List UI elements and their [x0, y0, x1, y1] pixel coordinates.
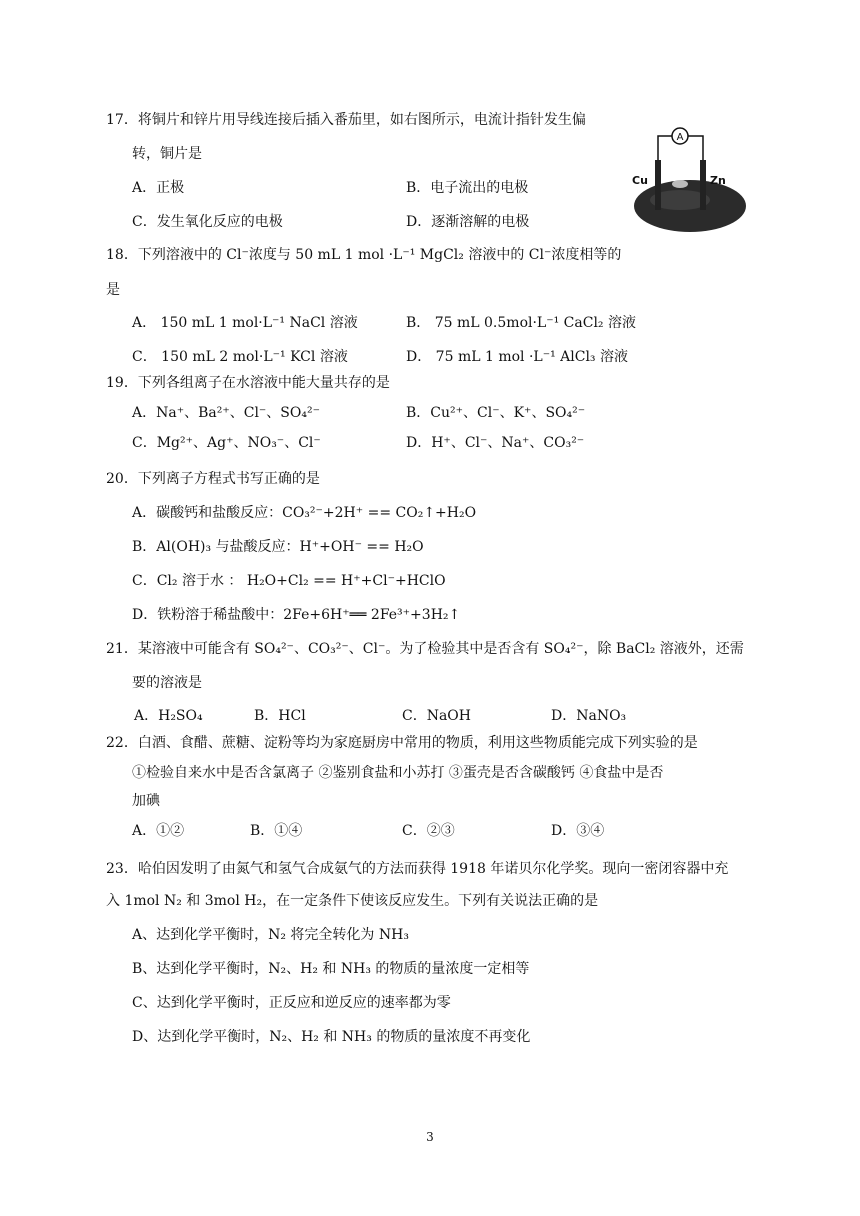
q17-stem-line1: 17．将铜片和锌片用导线连接后插入番茄里，如右图所示，电流计指针发生偏: [106, 112, 586, 128]
q17-option-a: A．正极: [132, 180, 185, 196]
q17-stem-line2: 转，铜片是: [132, 146, 202, 162]
q23-option-b: B、达到化学平衡时，N₂、H₂ 和 NH₃ 的物质的量浓度一定相等: [132, 961, 530, 977]
q23-stem-line2: 入 1mol N₂ 和 3mol H₂，在一定条件下使该反应发生。下列有关说法正确的是: [106, 893, 599, 909]
q23-option-d: D、达到化学平衡时，N₂、H₂ 和 NH₃ 的物质的量浓度不再变化: [132, 1029, 531, 1045]
q21-stem-line2: 要的溶液是: [132, 675, 202, 691]
q17-option-d: D．逐渐溶解的电极: [406, 214, 530, 230]
q21-option-c: C．NaOH: [402, 708, 471, 724]
q21-option-a: A．H₂SO₄: [134, 708, 203, 724]
q20-stem-line1: 20．下列离子方程式书写正确的是: [106, 471, 320, 487]
q22-option-d: D．③④: [551, 823, 605, 839]
q19-option-c: C．Mg²⁺、Ag⁺、NO₃⁻、Cl⁻: [132, 435, 321, 451]
q18-stem-line2: 是: [106, 282, 120, 298]
q18-option-c: C． 150 mL 2 mol·L⁻¹ KCl 溶液: [132, 349, 348, 365]
q21-option-d: D．NaNO₃: [551, 708, 627, 724]
zn-label: Zn: [710, 174, 726, 187]
q17-option-b: B．电子流出的电极: [406, 180, 529, 196]
q19-option-d: D．H⁺、Cl⁻、Na⁺、CO₃²⁻: [406, 435, 585, 451]
cu-label: Cu: [632, 174, 648, 187]
page-number: 3: [426, 1130, 434, 1144]
q22-stem-line2: ①检验自来水中是否含氯离子 ②鉴别食盐和小苏打 ③蛋壳是否含碳酸钙 ④食盐中是否: [132, 765, 664, 781]
q18-option-a: A． 150 mL 1 mol·L⁻¹ NaCl 溶液: [132, 315, 358, 331]
wire-left: [658, 136, 672, 160]
ammeter-label: A: [676, 132, 684, 143]
q22-option-a: A．①②: [132, 823, 185, 839]
q23-option-c: C、达到化学平衡时，正反应和逆反应的速率都为零: [132, 995, 451, 1011]
q19-stem-line1: 19．下列各组离子在水溶液中能大量共存的是: [106, 375, 390, 391]
q22-stem-line1: 22．白酒、食醋、蔗糖、淀粉等均为家庭厨房中常用的物质，利用这些物质能完成下列实验的是: [106, 735, 698, 751]
q19-option-b: B．Cu²⁺、Cl⁻、K⁺、SO₄²⁻: [406, 405, 586, 421]
q23-option-a: A、达到化学平衡时，N₂ 将完全转化为 NH₃: [132, 927, 409, 943]
q22-option-c: C．②③: [402, 823, 455, 839]
q21-option-b: B．HCl: [254, 708, 306, 724]
q18-stem-line1: 18．下列溶液中的 Cl⁻浓度与 50 mL 1 mol ·L⁻¹ MgCl₂ 溶液中的 Cl⁻浓度相等的: [106, 247, 622, 263]
wire-right: [688, 136, 703, 160]
q22-stem-line3: 加碘: [132, 793, 160, 809]
q18-option-b: B． 75 mL 0.5mol·L⁻¹ CaCl₂ 溶液: [406, 315, 636, 331]
zinc-electrode: [700, 160, 706, 210]
q23-stem-line1: 23．哈伯因发明了由氮气和氢气合成氨气的方法而获得 1918 年诺贝尔化学奖。现向一密闭容器中充: [106, 861, 729, 877]
q17-option-c: C．发生氧化反应的电极: [132, 214, 283, 230]
q20-option-d: D．铁粉溶于稀盐酸中：2Fe+6H⁺══ 2Fe³⁺+3H₂↑: [132, 607, 461, 623]
q22-option-b: B．①④: [250, 823, 303, 839]
q18-option-d: D． 75 mL 1 mol ·L⁻¹ AlCl₃ 溶液: [406, 349, 628, 365]
q20-option-c: C．Cl₂ 溶于水 ： H₂O+Cl₂ == H⁺+Cl⁻+HClO: [132, 573, 446, 589]
copper-electrode: [655, 160, 661, 210]
q19-option-a: A．Na⁺、Ba²⁺、Cl⁻、SO₄²⁻: [132, 405, 320, 421]
q20-option-a: A．碳酸钙和盐酸反应：CO₃²⁻+2H⁺ == CO₂↑+H₂O: [132, 505, 477, 521]
q21-stem-line1: 21．某溶液中可能含有 SO₄²⁻、CO₃²⁻、Cl⁻。为了检验其中是否含有 SO₄²⁻，除 BaCl₂ 溶液外，还需: [106, 641, 744, 657]
q20-option-b: B．Al(OH)₃ 与盐酸反应：H⁺+OH⁻ == H₂O: [132, 539, 424, 555]
tomato-battery-figure: [630, 122, 750, 234]
